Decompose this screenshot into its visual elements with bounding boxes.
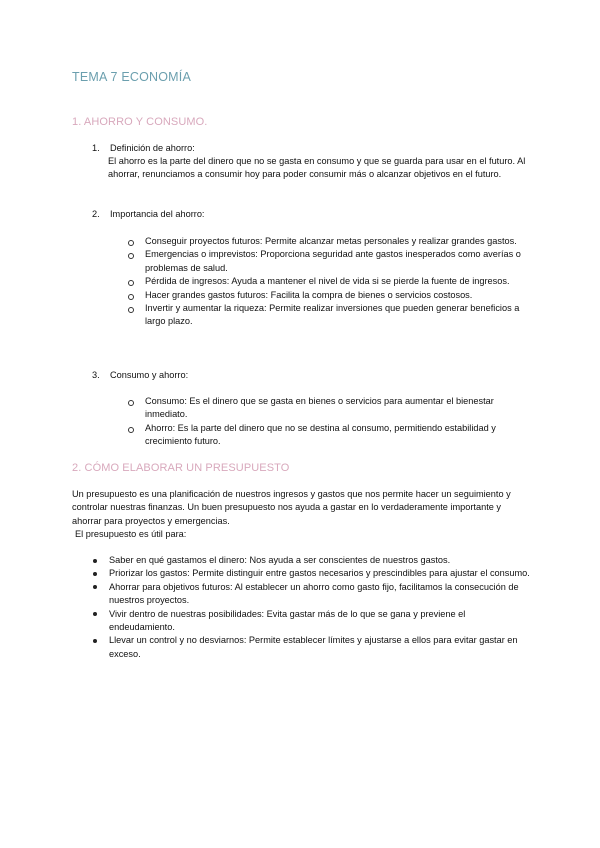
circle-bullet-icon xyxy=(128,294,134,300)
savings-definition-text: El ahorro es la parte del dinero que no se gasta en consumo y que se guarda para usar en el futuro. Al ahorrar, renunciamos a consumir hoy para poder consumir más o alcanzar objetivos en el futuro. xyxy=(108,156,526,180)
savings-importance-list xyxy=(128,235,528,329)
list-item xyxy=(128,422,528,449)
budget-uses-list xyxy=(92,554,532,661)
consumption-savings-list xyxy=(128,395,528,449)
circle-bullet-icon xyxy=(128,427,134,433)
list-item xyxy=(128,302,528,329)
list-item-text: Emergencias o imprevistos: Proporciona seguridad ante gastos inesperados como averías o problemas de salud. xyxy=(145,249,521,273)
list-item xyxy=(128,235,528,248)
list-item-text: Vivir dentro de nuestras posibilidades: Evita gastar más de lo que se gana y previene el endeudamiento. xyxy=(109,608,466,633)
list-item-text: Hacer grandes gastos futuros: Facilita la compra de bienes o servicios costosos. xyxy=(145,289,473,300)
item-label: Definición de ahorro: xyxy=(110,143,195,153)
list-item xyxy=(92,634,532,661)
bullet-icon xyxy=(93,559,97,563)
section1-heading: 1. AHORRO Y CONSUMO. xyxy=(72,116,208,128)
bullet-icon xyxy=(93,585,97,589)
item-number: 3. xyxy=(92,370,100,380)
document-title: TEMA 7 ECONOMÍA xyxy=(72,70,191,84)
list-item xyxy=(92,554,532,567)
list-item xyxy=(128,248,528,275)
list-item xyxy=(92,608,532,635)
circle-bullet-icon xyxy=(128,240,134,246)
item-label: Importancia del ahorro: xyxy=(110,209,205,219)
list-item-text: Ahorro: Es la parte del dinero que no se destina al consumo, permitiendo estabilidad y crecimiento futuro. xyxy=(145,422,496,447)
circle-bullet-icon xyxy=(128,280,134,286)
item-number: 1. xyxy=(92,143,100,153)
list-item xyxy=(128,395,528,422)
list-item-text: Priorizar los gastos: Permite distinguir entre gastos necesarios y prescindibles para ajustar el consumo. xyxy=(109,568,530,579)
list-item xyxy=(92,567,532,580)
list-item-text: Pérdida de ingresos: Ayuda a mantener el nivel de vida si se pierde la fuente de ingresos. xyxy=(145,276,510,287)
list-item xyxy=(128,289,528,302)
list-item-text: Invertir y aumentar la riqueza: Permite realizar inversiones que pueden generar beneficios a largo plazo. xyxy=(145,303,520,327)
list-item-text: Conseguir proyectos futuros: Permite alcanzar metas personales y realizar grandes gastos. xyxy=(145,236,517,246)
item-label: Consumo y ahorro: xyxy=(110,370,189,380)
bullet-icon xyxy=(93,612,97,616)
circle-bullet-icon xyxy=(128,307,134,313)
bullet-icon xyxy=(93,639,97,643)
budget-useful-for-text: El presupuesto es útil para: xyxy=(75,529,187,539)
list-item xyxy=(128,275,528,288)
circle-bullet-icon xyxy=(128,253,134,259)
list-item xyxy=(92,581,532,608)
circle-bullet-icon xyxy=(128,400,134,406)
item-number: 2. xyxy=(92,209,100,219)
section2-heading: 2. CÓMO ELABORAR UN PRESUPUESTO xyxy=(72,462,290,474)
bullet-icon xyxy=(93,572,97,576)
list-item-text: Consumo: Es el dinero que se gasta en bienes o servicios para aumentar el bienestar inmediato. xyxy=(145,396,494,420)
budget-intro-paragraph: Un presupuesto es una planificación de nuestros ingresos y gastos que nos permite hacer un seguimiento y controlar nuestras finanzas. Un buen presupuesto nos ayuda a gastar en lo verdaderamente importante y ahorrar para proyectos y emergencias. xyxy=(72,489,511,526)
list-item-text: Llevar un control y no desviarnos: Permite establecer límites y ajustarse a ellos para evitar gastar en exceso. xyxy=(109,635,518,659)
list-item-text: Saber en qué gastamos el dinero: Nos ayuda a ser conscientes de nuestros gastos. xyxy=(109,555,451,565)
list-item-text: Ahorrar para objetivos futuros: Al establecer un ahorro como gasto fijo, facilitamos la consecución de nuestros proyectos. xyxy=(109,581,519,606)
